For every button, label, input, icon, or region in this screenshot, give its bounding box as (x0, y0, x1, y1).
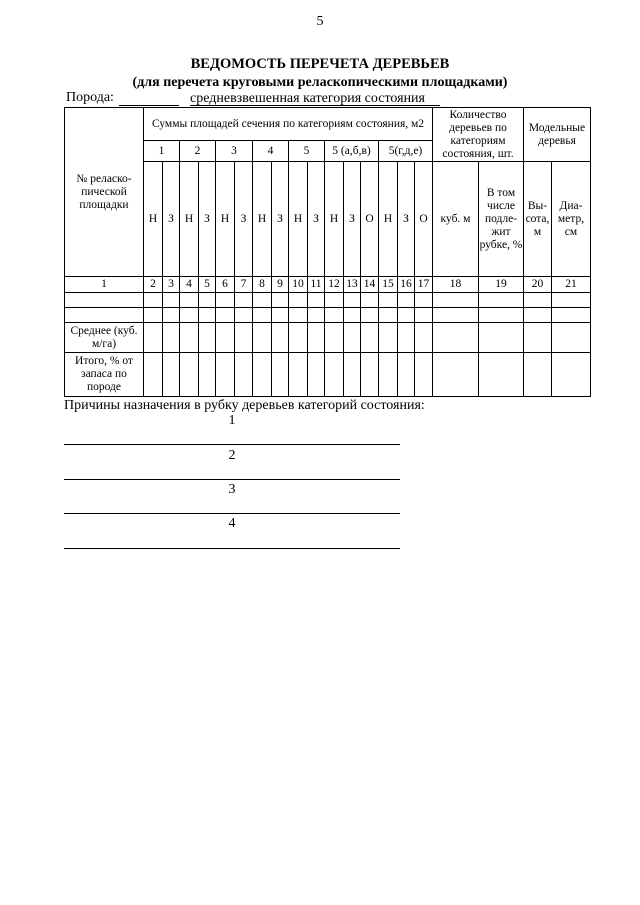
column-number: 6 (216, 277, 235, 293)
category-group-2: 2 (180, 141, 216, 162)
column-number: 11 (308, 277, 325, 293)
sub-col-14: Н (379, 162, 398, 277)
sub-col-4: З (199, 162, 216, 277)
document-subtitle: (для перечета круговыми реласкопическими площадками) (132, 75, 508, 90)
breed-value: средневзвешенная категория состояния (190, 91, 425, 106)
column-number: 21 (552, 277, 591, 293)
cubic-meters-header: куб. м (433, 162, 479, 277)
reason-number-1: 1 (228, 413, 236, 428)
total-label: Итого, % от запаса по породе (65, 353, 144, 397)
sub-col-1: Н (144, 162, 163, 277)
column-number: 1 (65, 277, 144, 293)
document-title: ВЕДОМОСТЬ ПЕРЕЧЕТА ДЕРЕВЬЕВ (190, 56, 450, 72)
reason-line-3 (64, 513, 400, 514)
column-number: 20 (524, 277, 552, 293)
sub-col-15: З (398, 162, 415, 277)
breed-blank-line (119, 105, 179, 106)
average-label: Среднее (куб. м/га) (65, 323, 144, 353)
page-number: 5 (316, 14, 324, 29)
category-group-1: 1 (144, 141, 180, 162)
category-group-5gde: 5(г,д,е) (379, 141, 433, 162)
column-number: 13 (344, 277, 361, 293)
data-row-blank (65, 308, 591, 323)
total-row (65, 353, 591, 397)
category-group-5abv: 5 (а,б,в) (325, 141, 379, 162)
sub-col-9: Н (289, 162, 308, 277)
column-number: 2 (144, 277, 163, 293)
reason-line-2 (64, 479, 400, 480)
reasons-label: Причины назначения в рубку деревьев категорий состояния: (64, 398, 425, 413)
column-number: 17 (415, 277, 433, 293)
breed-value-underline (190, 105, 440, 106)
sub-col-12: З (344, 162, 361, 277)
sub-col-6: З (235, 162, 253, 277)
sub-col-8: З (272, 162, 289, 277)
category-group-4: 4 (253, 141, 289, 162)
column-number: 12 (325, 277, 344, 293)
height-header: Вы-сота, м (524, 162, 552, 277)
category-group-5: 5 (289, 141, 325, 162)
column-number: 19 (479, 277, 524, 293)
sub-col-3: Н (180, 162, 199, 277)
reason-line-4 (64, 548, 400, 549)
reason-number-2: 2 (228, 448, 236, 463)
average-row (65, 323, 591, 353)
to-cut-percent-header: В том числе подле-жит рубке, % (479, 162, 524, 277)
column-number: 9 (272, 277, 289, 293)
count-header: Количество деревьев по категориям состояния, шт. (433, 108, 524, 162)
sub-col-2: З (163, 162, 180, 277)
sub-col-13: О (361, 162, 379, 277)
column-number: 5 (199, 277, 216, 293)
sub-col-7: Н (253, 162, 272, 277)
data-row-blank (65, 293, 591, 308)
model-trees-header: Модельные деревья (524, 108, 591, 162)
reason-number-3: 3 (228, 482, 236, 497)
plot-number-header: № реласко-пической площадки (65, 108, 144, 277)
sub-col-11: Н (325, 162, 344, 277)
category-group-3: 3 (216, 141, 253, 162)
column-number: 7 (235, 277, 253, 293)
column-number: 10 (289, 277, 308, 293)
column-number: 3 (163, 277, 180, 293)
column-number: 14 (361, 277, 379, 293)
column-number: 16 (398, 277, 415, 293)
tally-table (64, 107, 591, 397)
column-number: 18 (433, 277, 479, 293)
sub-col-16: О (415, 162, 433, 277)
reason-number-4: 4 (228, 516, 236, 531)
column-number-row (65, 277, 591, 293)
sub-col-5: Н (216, 162, 235, 277)
diameter-header: Диа-метр, см (552, 162, 591, 277)
column-number: 4 (180, 277, 199, 293)
breed-label: Порода: (66, 90, 114, 105)
sub-col-10: З (308, 162, 325, 277)
column-number: 15 (379, 277, 398, 293)
reason-line-1 (64, 444, 400, 445)
sums-header: Суммы площадей сечения по категориям состояния, м2 (144, 108, 433, 141)
column-number: 8 (253, 277, 272, 293)
